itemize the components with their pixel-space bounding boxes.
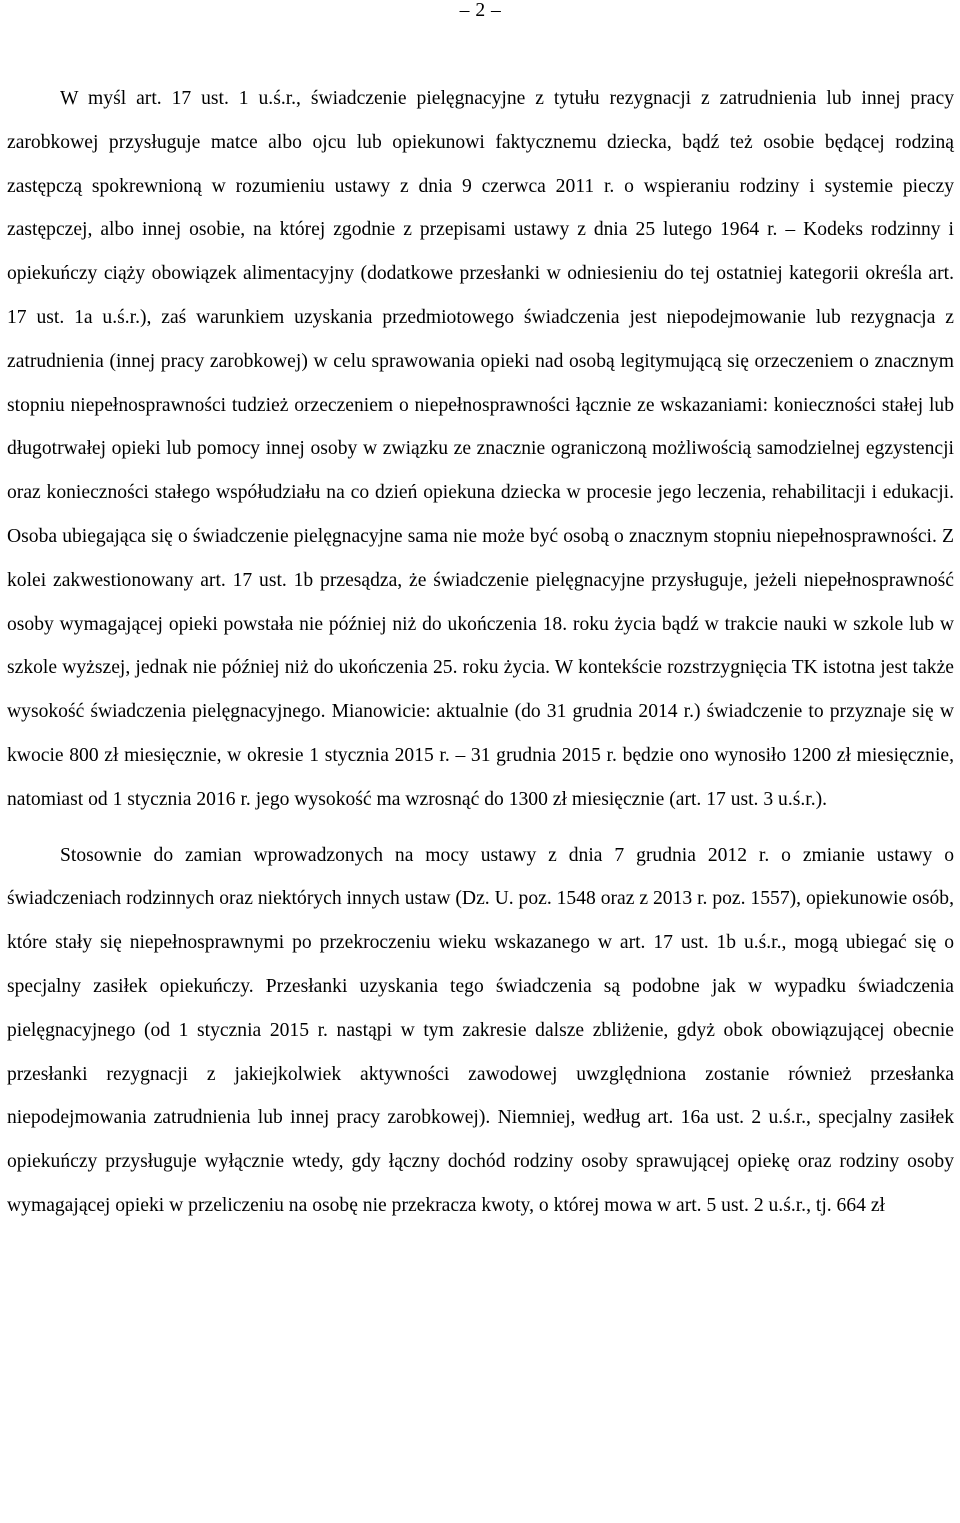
paragraph-1: W myśl art. 17 ust. 1 u.ś.r., świadczenie pielęgnacyjne z tytułu rezygnacji z zatrudnienia lub innej pracy zarobkowej przysługuje matce albo ojcu lub opiekunowi faktycznemu dziecka, bądź też osobie będącej rodziną zastępczą spokrewnioną w rozumieniu ustawy z dnia 9 czerwca 2011 r. o wspieraniu rodziny i systemie pieczy zastępczej, albo innej osobie, na której zgodnie z przepisami ustawy z dnia 25 lutego 1964 r. – Kodeks rodzinny i opiekuńczy ciąży obowiązek alimentacyjny (dodatkowe przesłanki w odniesieniu do tej ostatniej kategorii określa art. 17 ust. 1a u.ś.r.), zaś warunkiem uzyskania przedmiotowego świadczenia jest niepodejmowanie lub rezygnacja z zatrudnienia (innej pracy zarobkowej) w celu sprawowania opieki nad osobą legitymującą się orzeczeniem o znacznym stopniu niepełnosprawności tudzież orzeczeniem o niepełnosprawności łącznie ze wskazaniami: konieczności stałej lub długotrwałej opieki lub pomocy innej osoby w związku ze znacznie ograniczoną możliwością samodzielnej egzystencji oraz konieczności stałego współudziału na co dzień opiekuna dziecka w procesie jego leczenia, rehabilitacji i edukacji. Osoba ubiegająca się o świadczenie pielęgnacyjne sama nie może być osobą o znacznym stopniu niepełnosprawności. Z kolei zakwestionowany art. 17 ust. 1b przesądza, że świadczenie pielęgnacyjne przysługuje, jeżeli niepełnosprawność osoby wymagającej opieki powstała nie później niż do ukończenia 18. roku życia bądź w trakcie nauki w szkole lub w szkole wyższej, jednak nie później niż do ukończenia 25. roku życia. W kontekście rozstrzygnięcia TK istotna jest także wysokość świadczenia pielęgnacyjnego. Mianowicie: aktualnie (do 31 grudnia 2014 r.) świadczenie to przyznaje się w kwocie 800 zł miesięcznie, w okresie 1 stycznia 2015 r. – 31 grudnia 2015 r. będzie ono wynosiło 1200 zł miesięcznie, natomiast od 1 stycznia 2016 r. jego wysokość ma wzrosnąć do 1300 zł miesięcznie (art. 17 ust. 3 u.ś.r.). [7, 88, 954, 810]
paragraph-2: Stosownie do zamian wprowadzonych na mocy ustawy z dnia 7 grudnia 2012 r. o zmianie ustawy o świadczeniach rodzinnych oraz niektórych innych ustaw (Dz. U. poz. 1548 oraz z 2013 r. poz. 1557), opiekunowie osób, które stały się niepełnosprawnymi po przekroczeniu wieku wskazanego w art. 17 ust. 1b u.ś.r., mogą ubiegać się o specjalny zasiłek opiekuńczy. Przesłanki uzyskania tego świadczenia są podobne jak w wypadku świadczenia pielęgnacyjnego (od 1 stycznia 2015 r. nastąpi w tym zakresie dalsze zbliżenie, gdyż obok obowiązującej obecnie przesłanki rezygnacji z jakiejkolwiek aktywności zawodowej uwzględniona zostanie również przesłanka niepodejmowania zatrudnienia lub innej pracy zarobkowej). Niemniej, według art. 16a ust. 2 u.ś.r., specjalny zasiłek opiekuńczy przysługuje wyłącznie wtedy, gdy łączny dochód rodziny osoby sprawującej opiekę oraz rodziny osoby wymagającej opieki w przeliczeniu na osobę nie przekracza kwoty, o której mowa w art. 5 ust. 2 u.ś.r., tj. 664 zł [7, 844, 954, 1216]
page-number: – 2 – [459, 0, 502, 21]
